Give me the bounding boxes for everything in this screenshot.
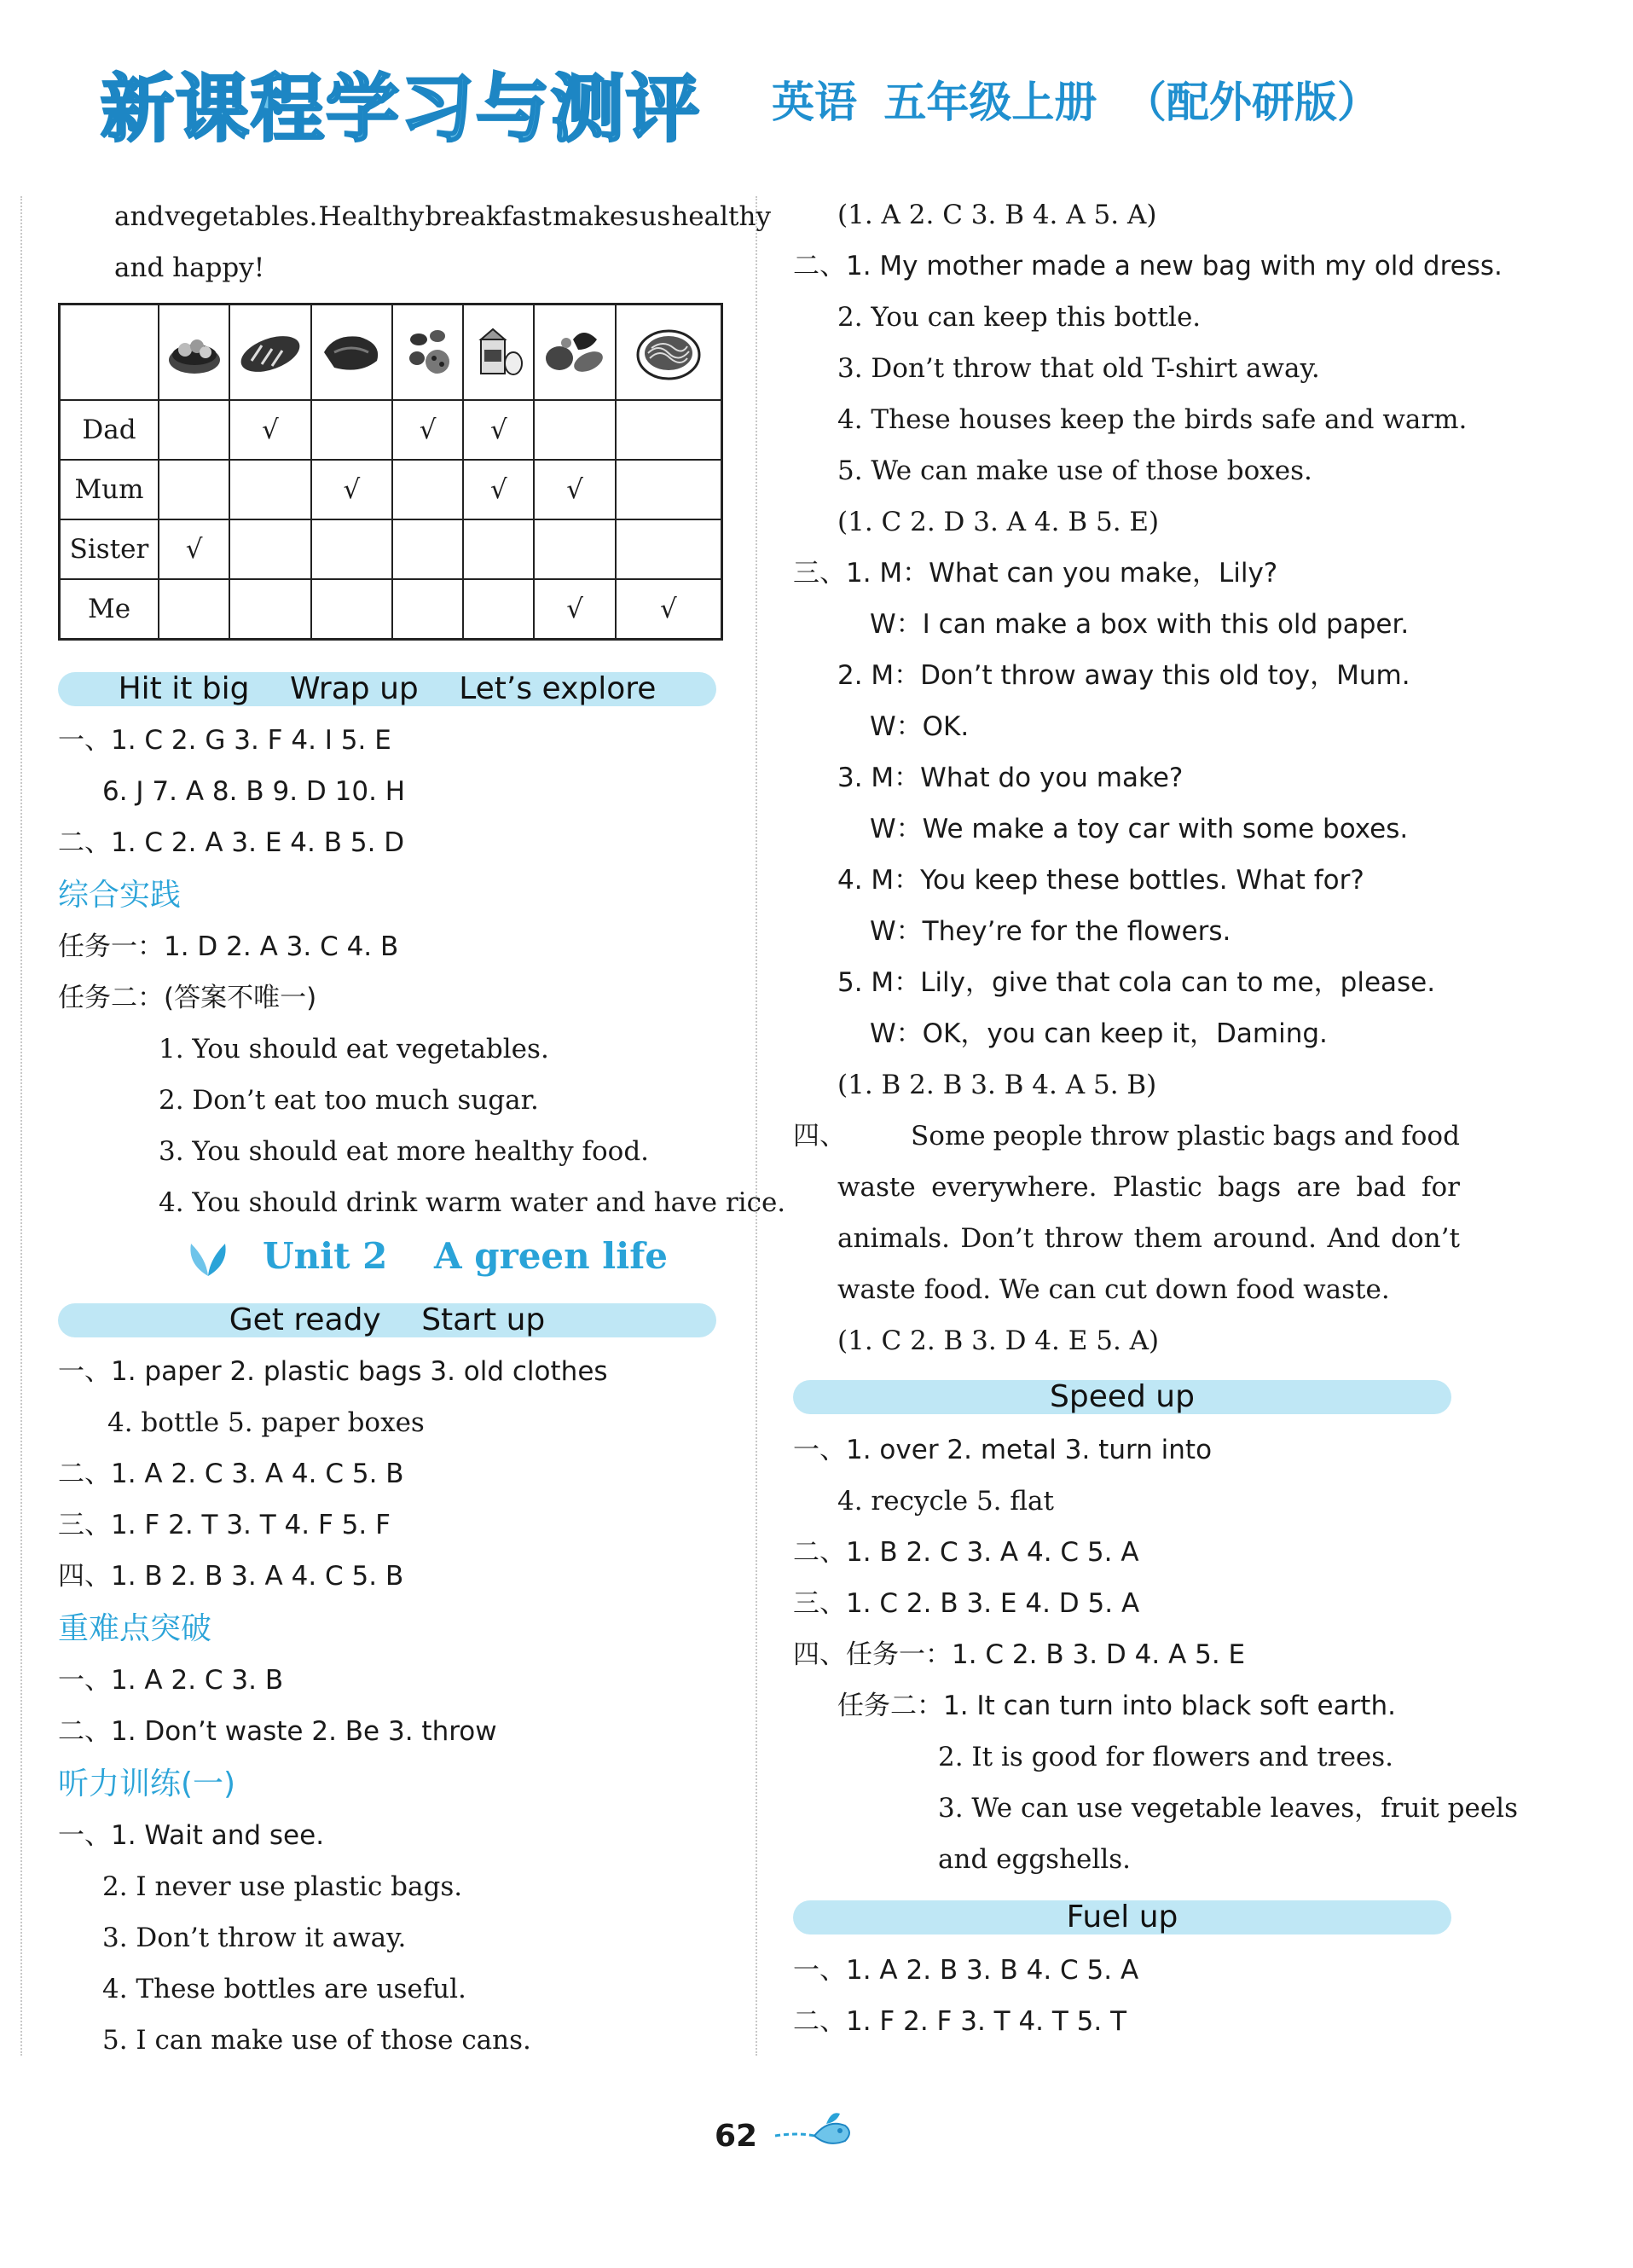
check-cell xyxy=(229,579,310,640)
table-row xyxy=(60,519,722,579)
check-cell: √ xyxy=(463,460,534,519)
section-label: 四、 xyxy=(793,1121,846,1151)
check-cell xyxy=(159,579,229,640)
check-cell: √ xyxy=(534,579,615,640)
banner-label: Get ready xyxy=(229,1302,381,1337)
check-cell xyxy=(616,519,722,579)
unit-title xyxy=(263,1235,702,1277)
book-title: 新课程学习与测评 xyxy=(101,67,701,152)
answer-line: 二、1. F 2. F 3. T 4. T 5. T xyxy=(793,2006,1127,2037)
intro-line-2: and happy! xyxy=(114,252,265,283)
passage-line: Some people throw plastic bags and food xyxy=(911,1121,1460,1151)
column-divider xyxy=(756,196,757,2056)
table-row xyxy=(60,460,722,519)
dialogue-line: W：I can make a box with this old paper. xyxy=(870,609,1410,640)
section-banner-get-ready xyxy=(58,1303,716,1337)
dumplings-icon xyxy=(166,324,223,380)
passage-line: animals. Don’t throw them around. And don’t xyxy=(837,1223,1460,1254)
check-cell xyxy=(229,460,310,519)
check-cell xyxy=(392,579,463,640)
dialogue-line: W：They’re for the flowers. xyxy=(870,916,1231,947)
dialogue-line: W：OK. xyxy=(870,711,970,742)
check-cell xyxy=(392,460,463,519)
answer-line: and eggshells. xyxy=(938,1844,1131,1875)
answer-line: 4. These bottles are useful. xyxy=(102,1974,466,2004)
answer-line: 4. recycle 5. flat xyxy=(837,1486,1054,1517)
vegetables-icon xyxy=(541,324,609,380)
food-col-3 xyxy=(311,305,392,401)
check-cell: √ xyxy=(463,400,534,460)
book-subtitle xyxy=(772,68,1392,130)
answer-line: 三、1. C 2. B 3. E 4. D 5. A xyxy=(793,1588,1140,1619)
fish-leaf-icon xyxy=(772,2107,857,2155)
answer-line: 一、1. A 2. B 3. B 4. C 5. A xyxy=(793,1955,1139,1986)
answer-line: 二、1. C 2. A 3. E 4. B 5. D xyxy=(58,827,405,858)
answer-line: 2. I never use plastic bags. xyxy=(102,1871,463,1902)
answer-line: 三、1. F 2. T 3. T 4. F 5. F xyxy=(58,1510,391,1540)
dialogue-line: 3. M：What do you make? xyxy=(837,763,1184,793)
answer-line: 一、1. paper 2. plastic bags 3. old clothes xyxy=(58,1356,608,1387)
answer-line: 任务一：1. D 2. A 3. C 4. B xyxy=(58,931,399,962)
row-label: Dad xyxy=(60,400,159,460)
check-cell xyxy=(616,400,722,460)
answer-line: 一、1. Wait and see. xyxy=(58,1820,325,1851)
answer-line: 二、1. Don’t waste 2. Be 3. throw xyxy=(58,1716,497,1747)
answer-line: 1. You should eat vegetables. xyxy=(159,1034,549,1064)
row-label: Mum xyxy=(60,460,159,519)
food-col-5 xyxy=(463,305,534,401)
answer-line: (1. A 2. C 3. B 4. A 5. A) xyxy=(837,200,1157,230)
check-cell xyxy=(311,400,392,460)
grade-label: 五年级上册 xyxy=(883,78,1097,127)
check-cell: √ xyxy=(311,460,392,519)
dialogue-line: 5. M：Lily，give that cola can to me，please. xyxy=(837,967,1436,998)
food-col-1 xyxy=(159,305,229,401)
unit-name: A green life xyxy=(434,1235,669,1277)
check-cell: √ xyxy=(534,460,615,519)
answer-line: (1. C 2. B 3. D 4. E 5. A) xyxy=(837,1325,1160,1356)
section-heading: 重难点突破 xyxy=(58,1611,212,1646)
bread-icon xyxy=(236,327,304,378)
answer-line: 2. Don’t eat too much sugar. xyxy=(159,1085,539,1116)
answer-line: 任务二：1. It can turn into black soft earth. xyxy=(837,1691,1396,1721)
check-cell xyxy=(229,519,310,579)
dialogue-line: 4. M：You keep these bottles. What for? xyxy=(837,865,1364,896)
intro-line-1: and vegetables. Healthy breakfast makes us healthy xyxy=(114,201,771,232)
check-cell: √ xyxy=(616,579,722,640)
meat-icon xyxy=(317,327,385,378)
food-col-2 xyxy=(229,305,310,401)
answer-line: 2. It is good for flowers and trees. xyxy=(938,1742,1394,1772)
subject-label: 英语 xyxy=(772,78,857,127)
check-cell xyxy=(311,579,392,640)
noodles-icon xyxy=(634,322,703,382)
answer-line: 3. Don’t throw that old T-shirt away. xyxy=(837,353,1320,384)
check-cell: √ xyxy=(229,400,310,460)
row-label: Me xyxy=(60,579,159,640)
answer-line: 四、1. B 2. B 3. A 4. C 5. B xyxy=(58,1561,404,1592)
banner-label: Start up xyxy=(421,1302,546,1337)
check-cell xyxy=(616,460,722,519)
answer-line: 二、1. B 2. C 3. A 4. C 5. A xyxy=(793,1537,1139,1568)
check-cell xyxy=(534,519,615,579)
answer-line: 二、1. My mother made a new bag with my old dress. xyxy=(793,251,1503,281)
section-banner-hit-it-big xyxy=(58,672,716,706)
leaf-icon xyxy=(186,1238,230,1278)
left-margin-rule xyxy=(20,196,22,2056)
food-table xyxy=(58,303,723,641)
answer-line: 二、1. A 2. C 3. A 4. C 5. B xyxy=(58,1459,404,1489)
answer-line: 3. We can use vegetable leaves，fruit peels xyxy=(938,1793,1519,1824)
answer-line: 3. Don’t throw it away. xyxy=(102,1923,407,1953)
milk-and-egg-icon xyxy=(471,324,527,380)
answer-line: 4. You should drink warm water and have rice. xyxy=(159,1187,786,1218)
answer-line: 一、1. over 2. metal 3. turn into xyxy=(793,1435,1213,1465)
answer-line: 4. bottle 5. paper boxes xyxy=(107,1407,425,1438)
check-cell xyxy=(463,519,534,579)
table-row xyxy=(60,579,722,640)
food-header-row xyxy=(60,305,722,401)
answer-line: 5. I can make use of those cans. xyxy=(102,2025,531,2056)
answer-line: 2. You can keep this bottle. xyxy=(837,302,1202,333)
answer-line: 一、1. C 2. G 3. F 4. I 5. E xyxy=(58,725,391,756)
check-cell: √ xyxy=(159,519,229,579)
food-col-6 xyxy=(534,305,615,401)
unit-number: Unit 2 xyxy=(263,1235,388,1277)
check-cell xyxy=(159,460,229,519)
banner-label: Let’s explore xyxy=(459,671,657,706)
answer-line: 6. J 7. A 8. B 9. D 10. H xyxy=(102,776,406,807)
food-col-7 xyxy=(616,305,722,401)
food-col-4 xyxy=(392,305,463,401)
check-cell xyxy=(392,519,463,579)
check-cell xyxy=(159,400,229,460)
answer-line: 任务二：(答案不唯一) xyxy=(58,983,317,1013)
dialogue-line: W：OK，you can keep it，Daming. xyxy=(870,1018,1328,1049)
nuts-icon xyxy=(400,324,456,380)
page-header xyxy=(0,0,1633,171)
answer-line: 一、1. A 2. C 3. B xyxy=(58,1665,284,1696)
check-cell xyxy=(534,400,615,460)
dialogue-line: 2. M：Don’t throw away this old toy，Mum. xyxy=(837,660,1410,691)
section-banner-fuel-up: Fuel up xyxy=(793,1900,1451,1934)
passage-line: waste food. We can cut down food waste. xyxy=(837,1274,1390,1305)
check-cell xyxy=(463,579,534,640)
answer-line: 四、任务一：1. C 2. B 3. D 4. A 5. E xyxy=(793,1639,1246,1670)
edition-label: （配外研版） xyxy=(1123,78,1380,127)
section-banner-speed-up: Speed up xyxy=(793,1380,1451,1414)
corner-cell xyxy=(60,305,159,401)
banner-label: Hit it big xyxy=(118,671,250,706)
dialogue-line: W：We make a toy car with some boxes. xyxy=(870,814,1409,844)
page-number: 62 xyxy=(715,2119,758,2154)
answer-line: 4. These houses keep the birds safe and warm. xyxy=(837,404,1468,435)
section-heading: 综合实践 xyxy=(58,878,182,913)
check-cell: √ xyxy=(392,400,463,460)
answer-line: (1. B 2. B 3. B 4. A 5. B) xyxy=(837,1070,1157,1100)
banner-label: Wrap up xyxy=(289,671,419,706)
passage-line: waste everywhere. Plastic bags are bad for xyxy=(837,1172,1460,1203)
answer-line: 3. You should eat more healthy food. xyxy=(159,1136,650,1167)
dialogue-line: 三、1. M：What can you make，Lily? xyxy=(793,558,1278,589)
check-cell xyxy=(311,519,392,579)
answer-line: (1. C 2. D 3. A 4. B 5. E) xyxy=(837,507,1160,537)
table-row xyxy=(60,400,722,460)
section-heading: 听力训练(一) xyxy=(58,1766,236,1801)
row-label: Sister xyxy=(60,519,159,579)
answer-line: 5. We can make use of those boxes. xyxy=(837,455,1312,486)
